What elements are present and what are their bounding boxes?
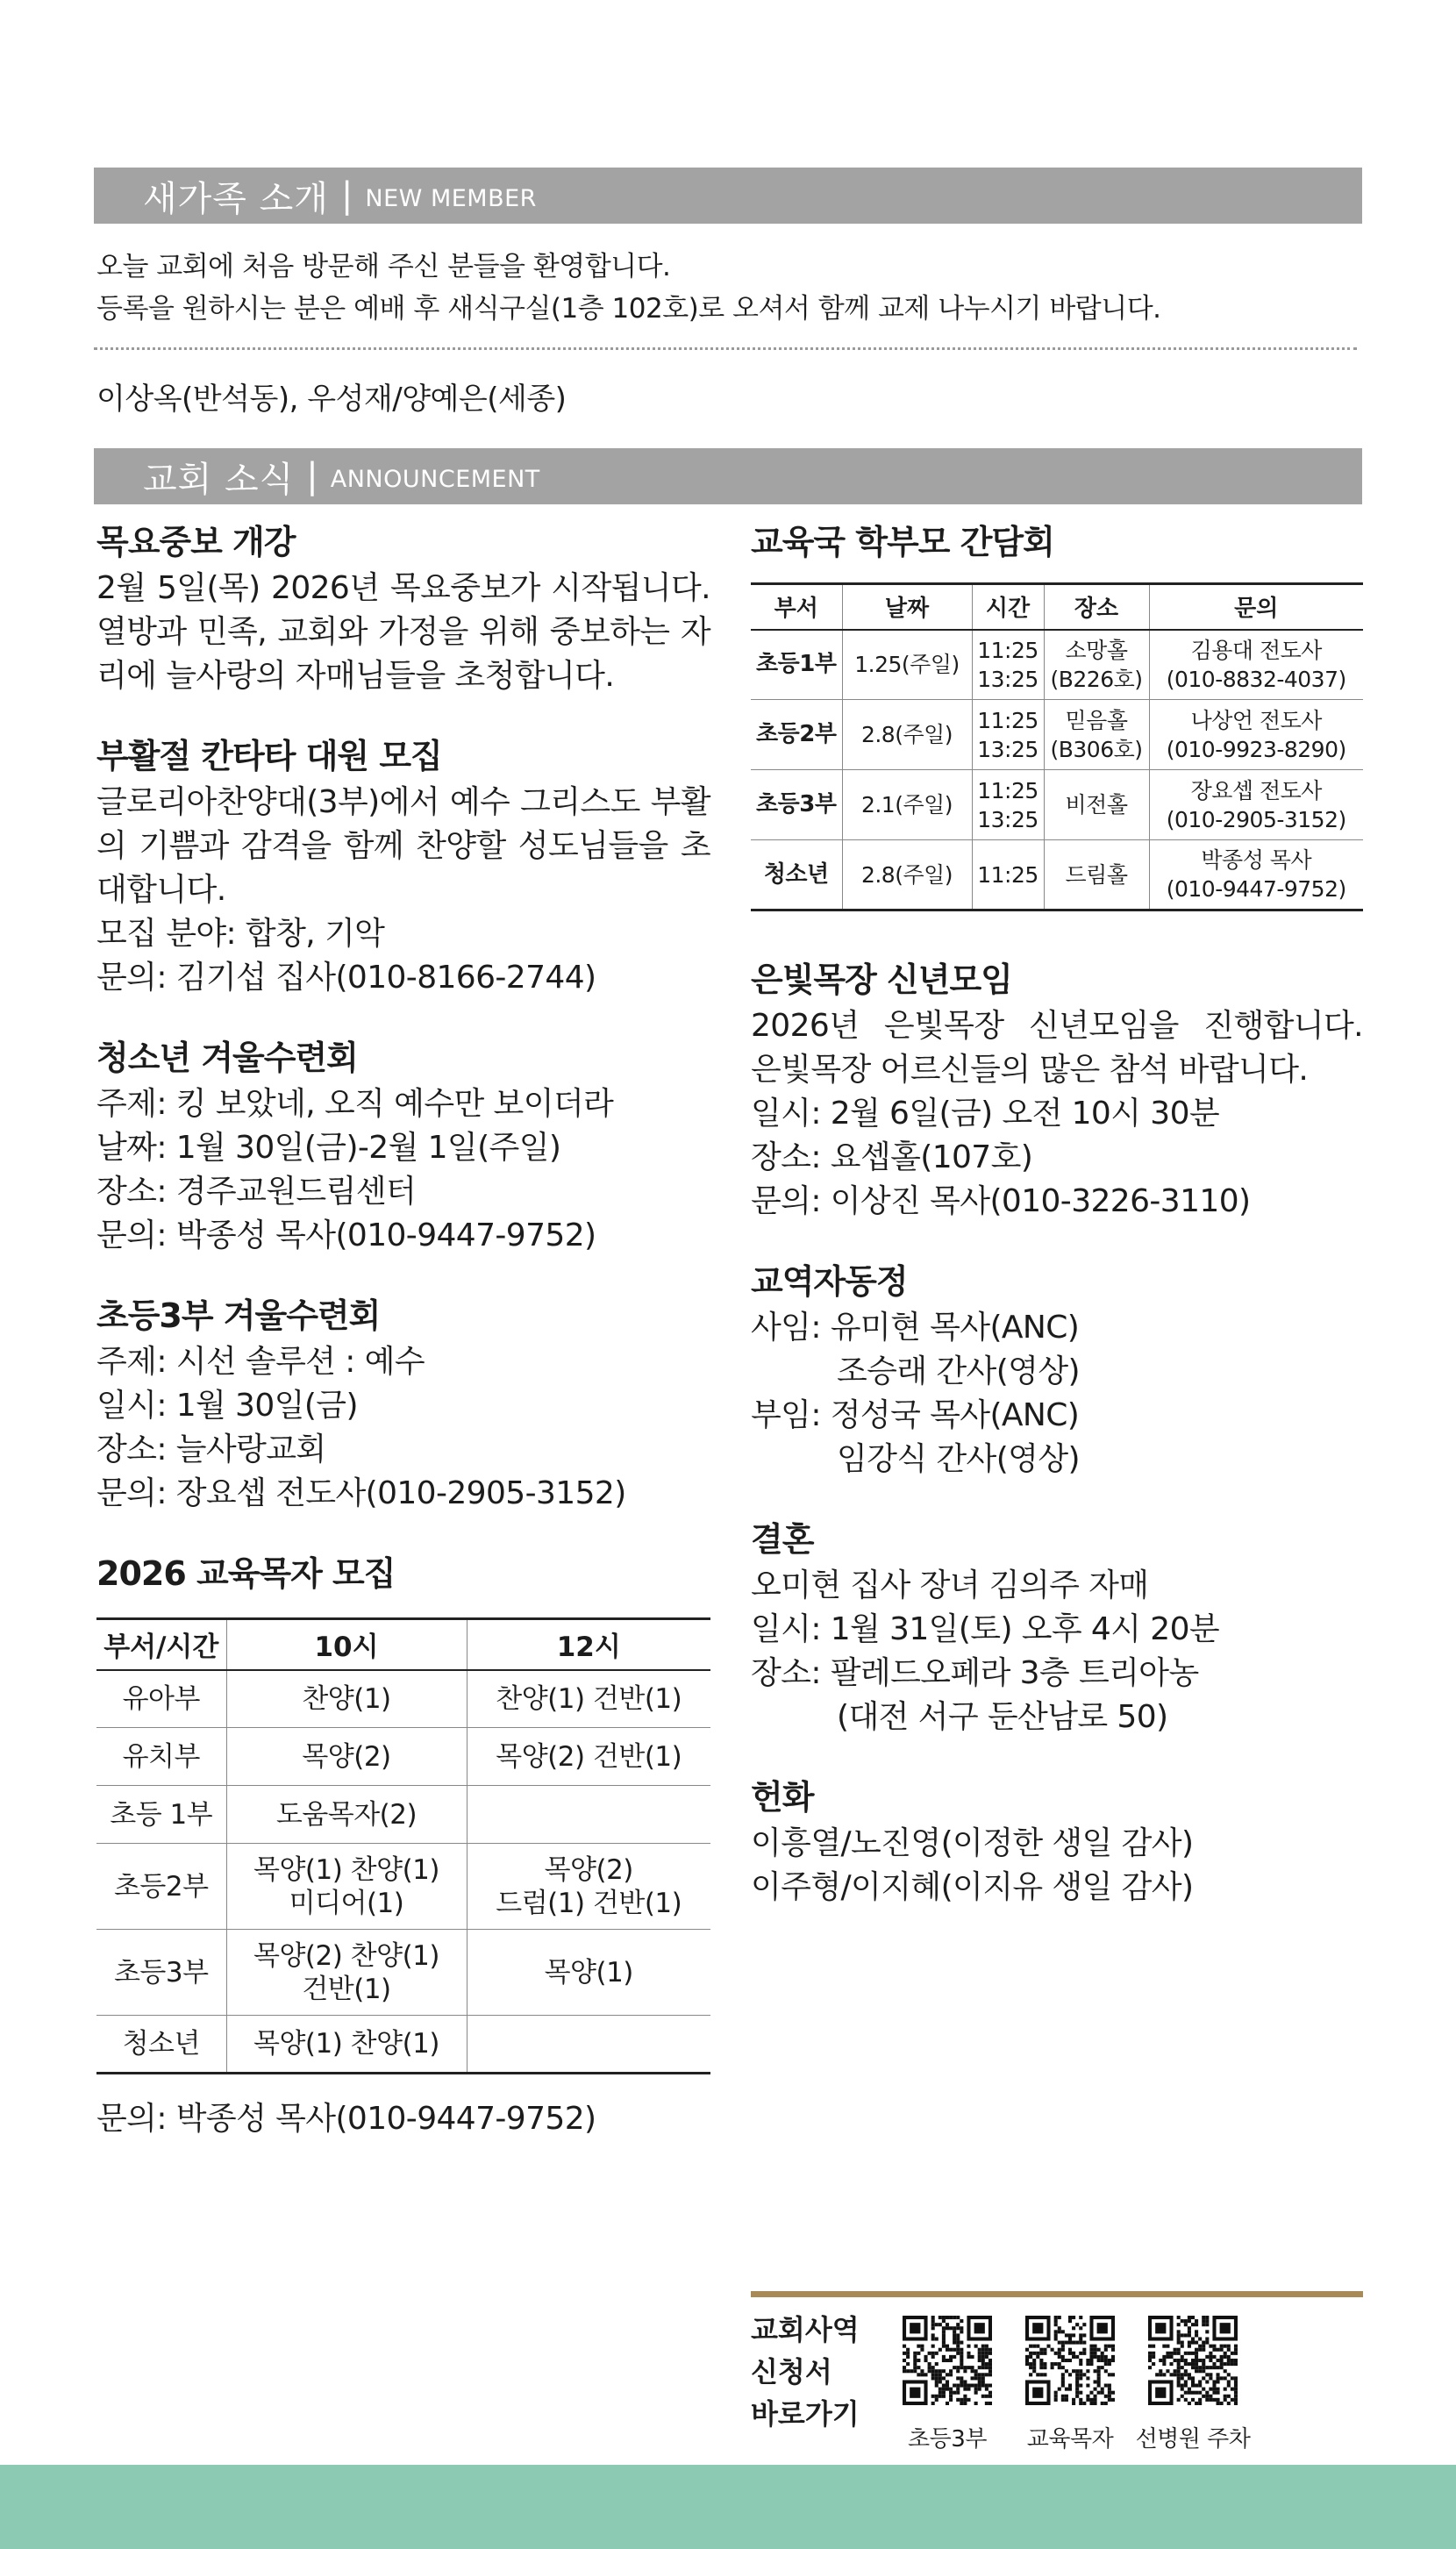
table-row [96, 2016, 710, 2074]
table-cell: 청소년 [96, 2016, 226, 2074]
header-divider: | [306, 456, 318, 496]
edu-recruit-contact: 문의: 박종성 목사(010-9447-9752) [96, 2101, 596, 2137]
prayer-title: 목요중보 개강 [96, 523, 296, 561]
table-cell: 목양(2) [226, 1728, 467, 1786]
table-cell: 목양(1) 찬양(1) [226, 2016, 467, 2074]
parent-meeting-table [751, 582, 1363, 911]
table-cell: 목양(2) 드럼(1) 건반(1) [467, 1844, 710, 1930]
table-cell: 2.8(주일) [842, 840, 972, 910]
qr-label-line: 바로가기 [751, 2397, 860, 2431]
wedding-title: 결혼 [751, 1520, 814, 1559]
table-row [751, 630, 1363, 700]
table-row [751, 840, 1363, 910]
youth-retreat-line: 주제: 킹 보았네, 오직 예수만 보이더라 [96, 1086, 614, 1122]
table-cell: 찬양(1) [226, 1670, 467, 1728]
table-cell: 1.25(주일) [842, 630, 972, 700]
new-member-header [94, 168, 1362, 224]
staff-notice [751, 1257, 1363, 1482]
qr-label [751, 2309, 860, 2435]
table-header-cell: 날짜 [842, 584, 972, 630]
wedding-line: 일시: 1월 31일(토) 오후 4시 20분 [751, 1611, 1220, 1647]
youth-retreat-line: 날짜: 1월 30일(금)-2월 1일(주일) [96, 1130, 561, 1166]
table-cell: 목양(2) 건반(1) [467, 1728, 710, 1786]
table-cell: 11:25 13:25 [972, 630, 1044, 700]
youth-retreat-line: 장소: 경주교원드림센터 [96, 1174, 417, 1210]
prayer-notice [96, 518, 710, 698]
table-header-cell: 부서 [751, 584, 842, 630]
table-cell: 목양(1) 찬양(1) 미디어(1) [226, 1844, 467, 1930]
silver-line: 장소: 요셉홀(107호) [751, 1139, 1033, 1175]
edu-recruit-title: 2026 교육목자 모집 [96, 1554, 396, 1593]
elem3-retreat-title: 초등3부 겨울수련회 [96, 1296, 381, 1335]
table-header-cell: 12시 [467, 1619, 710, 1670]
table-header-cell: 시간 [972, 584, 1044, 630]
youth-retreat-notice [96, 1033, 710, 1258]
right-column [751, 518, 1363, 1943]
new-member-title: 새가족 소개 [143, 178, 329, 219]
cantata-line: 모집 분야: 합창, 기악 [96, 916, 385, 952]
new-member-intro [96, 246, 1360, 330]
qr-label-line: 신청서 [751, 2355, 832, 2388]
offering-title: 헌화 [751, 1778, 814, 1817]
wedding-line: (대전 서구 둔산남로 50) [837, 1699, 1168, 1735]
qr-code-parking[interactable] [1148, 2316, 1238, 2405]
wedding-notice [751, 1515, 1363, 1739]
table-cell: 11:25 13:25 [972, 770, 1044, 840]
table-cell: 도움목자(2) [226, 1786, 467, 1844]
new-members-list: 이상옥(반석동), 우성재/양예은(세종) [96, 382, 567, 417]
qr-code-elem3[interactable] [903, 2316, 992, 2405]
youth-retreat-line: 문의: 박종성 목사(010-9447-9752) [96, 1217, 596, 1253]
table-cell: 목양(2) 찬양(1) 건반(1) [226, 1930, 467, 2016]
table-cell: 초등 1부 [96, 1786, 226, 1844]
qr-label-line: 교회사역 [751, 2313, 860, 2346]
elem3-retreat-line: 장소: 늘사랑교회 [96, 1432, 326, 1467]
table-header-cell: 10시 [226, 1619, 467, 1670]
youth-retreat-title: 청소년 겨울수련회 [96, 1039, 358, 1077]
offering-notice [751, 1773, 1363, 1910]
qr-caption: 교육목자 [1026, 2426, 1114, 2453]
silver-notice [751, 955, 1363, 1224]
elem3-retreat-notice [96, 1291, 710, 1516]
elem3-retreat-line: 문의: 장요셉 전도사(010-2905-3152) [96, 1475, 626, 1511]
announcement-header [94, 448, 1362, 504]
elem3-retreat-line: 일시: 1월 30일(금) [96, 1388, 358, 1424]
table-header-row [751, 584, 1363, 630]
table-cell: 초등2부 [96, 1844, 226, 1930]
table-cell: 11:25 13:25 [972, 700, 1044, 770]
edu-recruit-notice [96, 1549, 710, 2141]
qr-caption: 초등3부 [908, 2426, 987, 2453]
table-cell: 비전홀 [1044, 770, 1149, 840]
table-cell: 11:25 [972, 840, 1044, 910]
table-row [751, 700, 1363, 770]
table-header-cell: 부서/시간 [96, 1619, 226, 1670]
table-row [96, 1670, 710, 1728]
table-header-cell: 장소 [1044, 584, 1149, 630]
cantata-line: 문의: 김기섭 집사(010-8166-2744) [96, 960, 596, 996]
table-row [96, 1786, 710, 1844]
staff-line: 임강식 간사(영상) [837, 1441, 1080, 1477]
table-cell: 김용대 전도사 (010-8832-4037) [1149, 630, 1363, 700]
table-cell: 드림홀 [1044, 840, 1149, 910]
edu-recruit-table [96, 1617, 710, 2074]
new-member-title-en: NEW MEMBER [365, 184, 537, 212]
wedding-line: 오미현 집사 장녀 김의주 자매 [751, 1567, 1149, 1603]
qr-caption: 선병원 주차 [1135, 2426, 1251, 2453]
table-cell: 초등2부 [751, 700, 842, 770]
staff-title: 교역자동정 [751, 1262, 908, 1301]
table-cell [467, 1786, 710, 1844]
cantata-body: 글로리아찬양대(3부)에서 예수 그리스도 부활의 기쁨과 감격을 함께 찬양할 성도님들을 초대합니다. [96, 784, 710, 908]
table-header-row [96, 1619, 710, 1670]
table-cell [467, 2016, 710, 2074]
announcement-title-en: ANNOUNCEMENT [330, 465, 540, 493]
intro-line: 등록을 원하시는 분은 예배 후 새식구실(1층 102호)로 오셔서 함께 교제 나누시기 바랍니다. [96, 293, 1161, 325]
table-cell: 초등3부 [751, 770, 842, 840]
table-row [96, 1844, 710, 1930]
table-cell: 소망홀 (B226호) [1044, 630, 1149, 700]
table-cell: 믿음홀 (B306호) [1044, 700, 1149, 770]
table-header-cell: 문의 [1149, 584, 1363, 630]
table-row [96, 1930, 710, 2016]
table-cell: 2.1(주일) [842, 770, 972, 840]
table-cell: 청소년 [751, 840, 842, 910]
staff-line: 사임: 유미현 목사(ANC) [751, 1310, 1080, 1346]
qr-code-edu[interactable] [1025, 2316, 1115, 2405]
intro-line: 오늘 교회에 처음 방문해 주신 분들을 환영합니다. [96, 251, 671, 282]
parent-meeting-notice [751, 518, 1363, 911]
elem3-retreat-line: 주제: 시선 솔루션 : 예수 [96, 1344, 425, 1380]
qr-divider [751, 2291, 1363, 2297]
silver-line: 일시: 2월 6일(금) 오전 10시 30분 [751, 1096, 1220, 1132]
table-cell: 초등3부 [96, 1930, 226, 2016]
offering-line: 이주형/이지혜(이지유 생일 감사) [751, 1869, 1194, 1905]
table-cell: 초등1부 [751, 630, 842, 700]
staff-line: 조승래 간사(영상) [837, 1353, 1080, 1389]
silver-line: 은빛목장 어르신들의 많은 참석 바랍니다. [751, 1052, 1309, 1088]
table-cell: 찬양(1) 건반(1) [467, 1670, 710, 1728]
announcement-title: 교회 소식 [143, 459, 295, 500]
dotted-divider [94, 347, 1357, 350]
offering-line: 이흥열/노진영(이정한 생일 감사) [751, 1825, 1194, 1861]
footer-band [0, 2465, 1456, 2549]
wedding-line: 장소: 팔레드오페라 3층 트리아농 [751, 1655, 1199, 1691]
table-row [96, 1728, 710, 1786]
staff-line: 부임: 정성국 목사(ANC) [751, 1397, 1080, 1433]
prayer-body: 2월 5일(목) 2026년 목요중보가 시작됩니다. 열방과 민족, 교회와 가정을 위해 중보하는 자리에 늘사랑의 자매님들을 초청합니다. [96, 570, 710, 694]
table-row [751, 770, 1363, 840]
header-divider: | [340, 175, 353, 216]
parent-meeting-title: 교육국 학부모 간담회 [751, 523, 1054, 561]
cantata-title: 부활절 칸타타 대원 모집 [96, 737, 442, 775]
table-cell: 유치부 [96, 1728, 226, 1786]
table-cell: 장요셉 전도사 (010-2905-3152) [1149, 770, 1363, 840]
silver-body: 2026년 은빛목장 신년모임을 진행합니다. [751, 1008, 1363, 1044]
left-column [96, 518, 710, 2141]
table-cell: 목양(1) [467, 1930, 710, 2016]
table-cell: 나상언 전도사 (010-9923-8290) [1149, 700, 1363, 770]
table-cell: 유아부 [96, 1670, 226, 1728]
table-cell: 2.8(주일) [842, 700, 972, 770]
silver-line: 문의: 이상진 목사(010-3226-3110) [751, 1183, 1251, 1219]
silver-title: 은빛목장 신년모임 [751, 960, 1012, 999]
cantata-notice [96, 732, 710, 1000]
table-cell: 박종성 목사 (010-9447-9752) [1149, 840, 1363, 910]
